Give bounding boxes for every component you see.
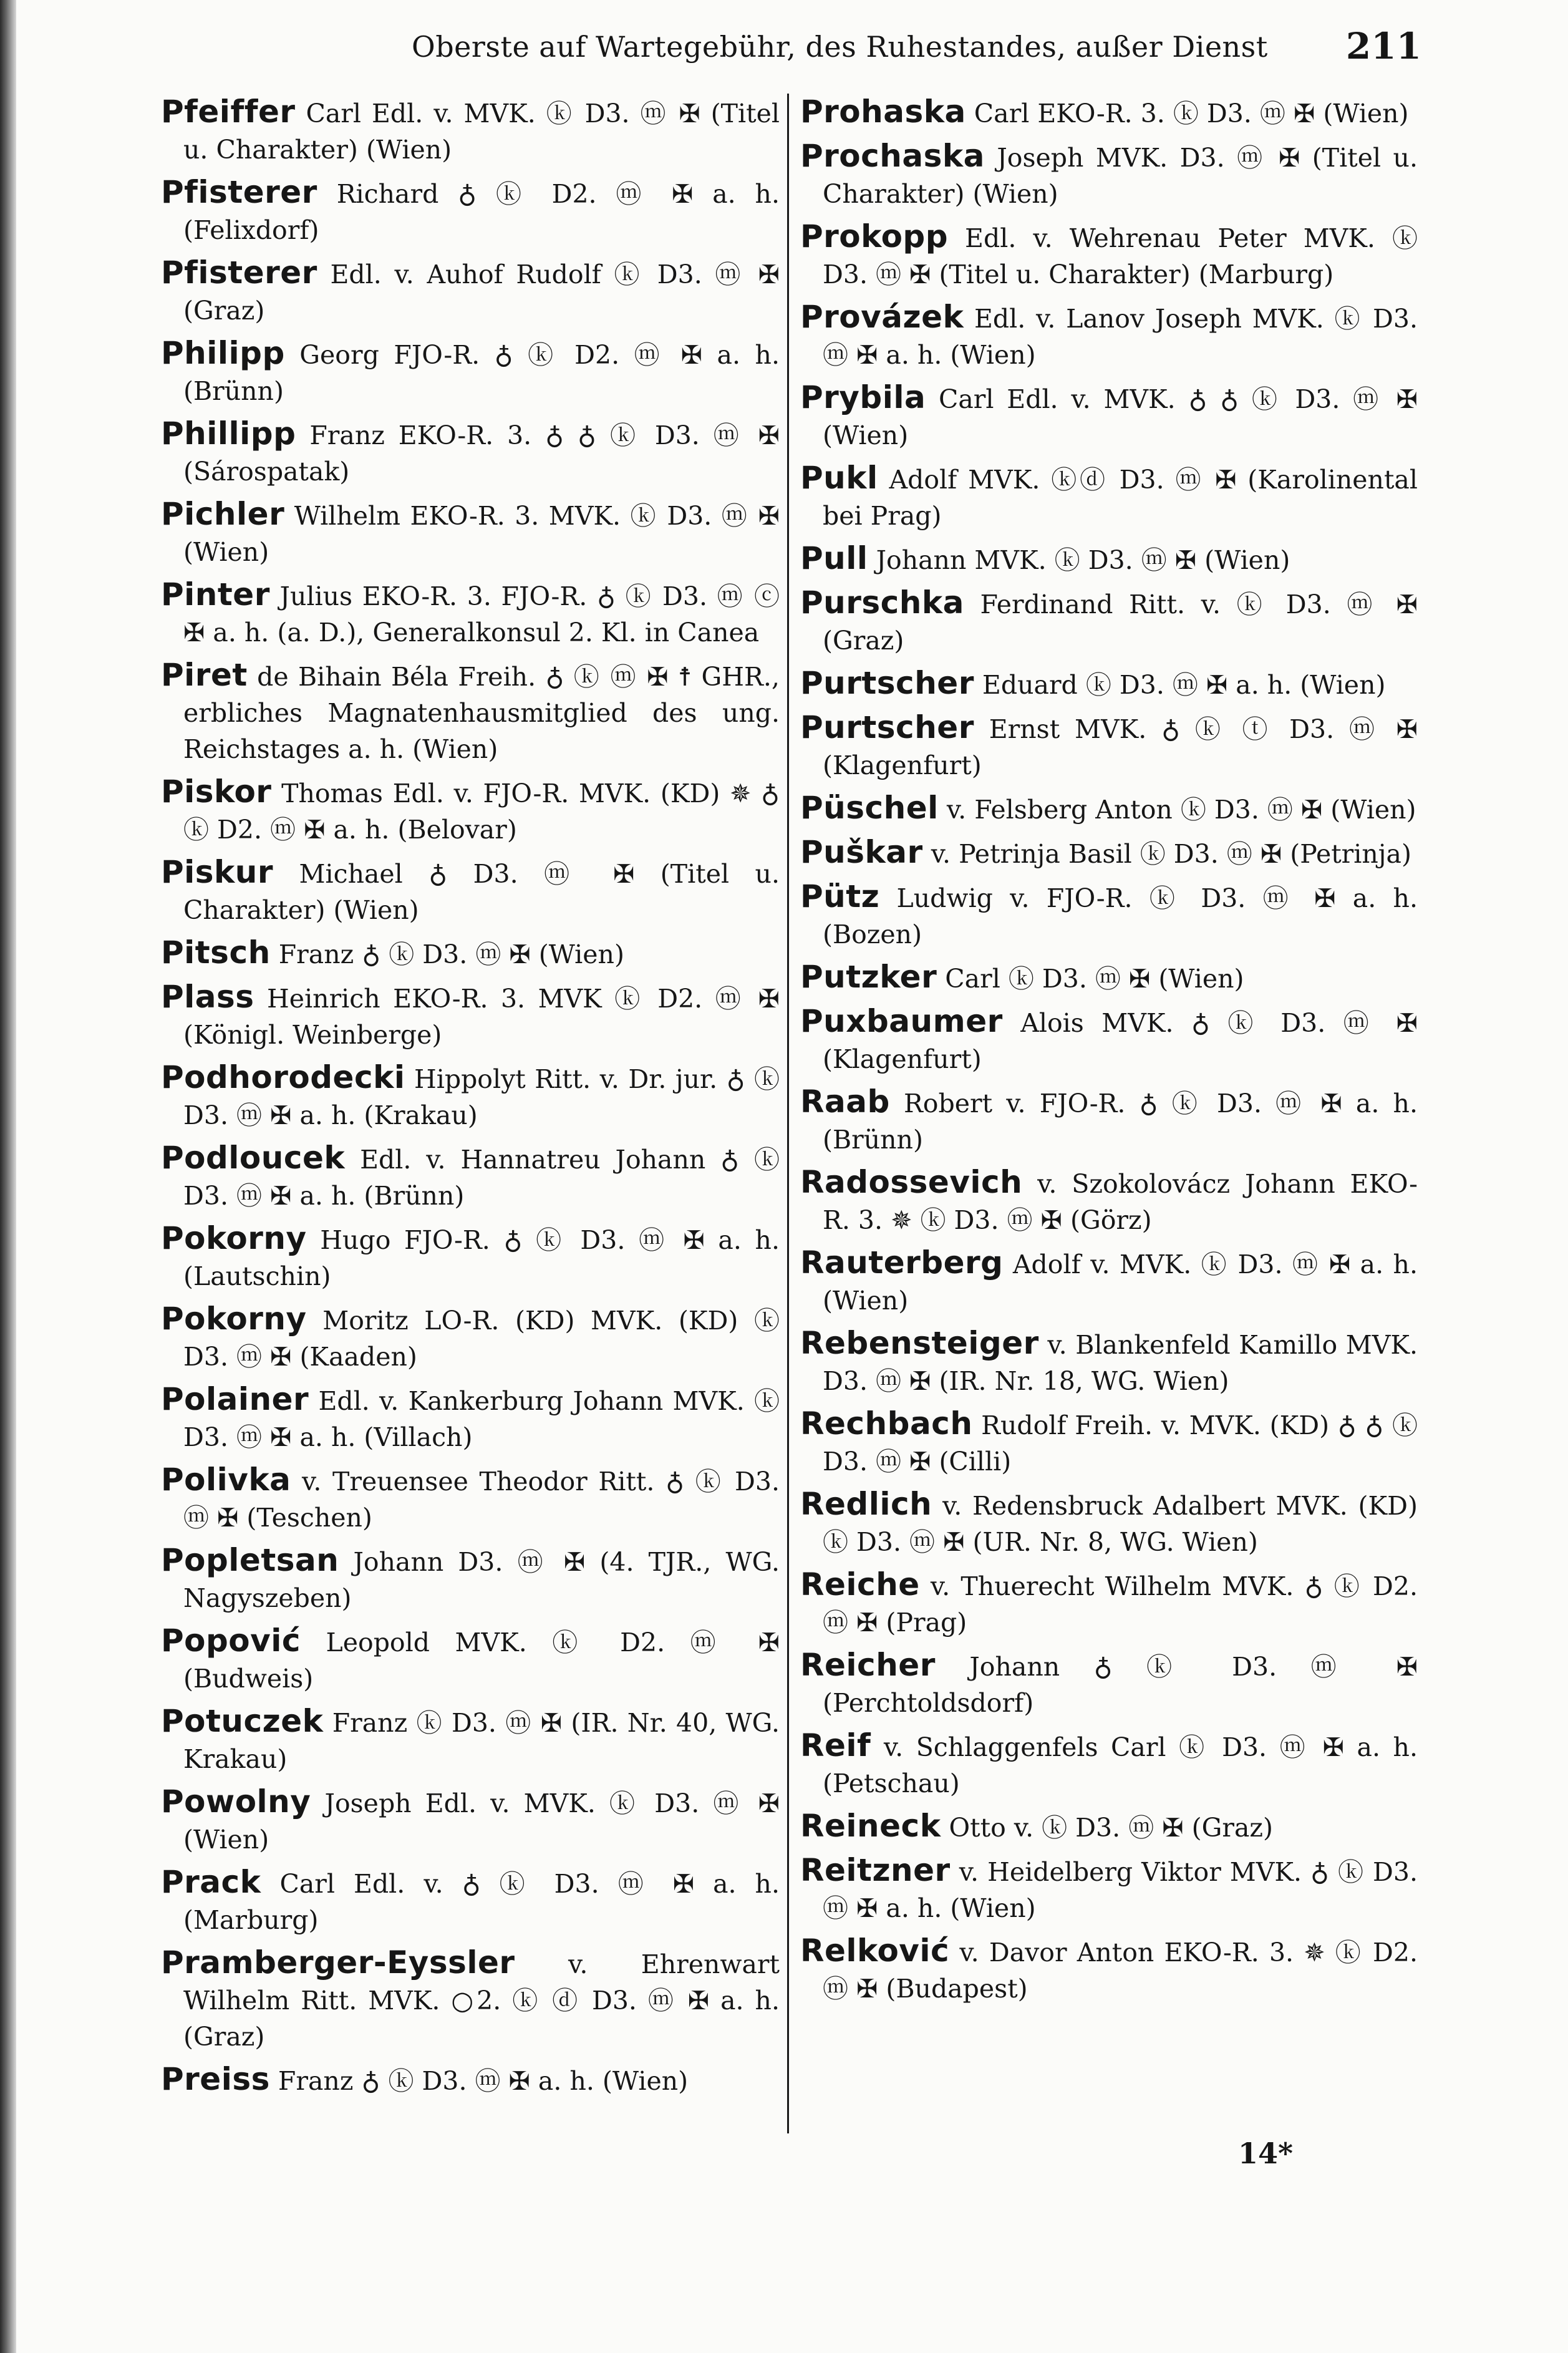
- directory-entry: [800, 959, 1418, 997]
- entry-surname: Piret: [161, 657, 248, 693]
- directory-entry: [161, 657, 780, 767]
- directory-entry: [161, 1944, 780, 2055]
- entry-surname: Popović: [161, 1623, 301, 1659]
- entry-details: Heinrich EKO-R. 3. MVK ⓚ D2. ⓜ ✠ (Königl. Weinberge): [183, 984, 780, 1050]
- entry-details: Edl. v. Hannatreu Johann ♁ ⓚ D3. ⓜ ✠ a. h. (Brünn): [183, 1145, 780, 1211]
- directory-entry: [161, 1140, 780, 1214]
- directory-entry: [161, 1381, 780, 1455]
- entry-surname: Preiss: [161, 2061, 270, 2097]
- entry-surname: Radossevich: [800, 1164, 1023, 1200]
- entry-details: v. Felsberg Anton ⓚ D3. ⓜ ✠ (Wien): [946, 795, 1416, 825]
- directory-entry: [800, 1647, 1418, 1721]
- entry-details: Adolf v. MVK. ⓚ D3. ⓜ ✠ a. h. (Wien): [823, 1249, 1418, 1316]
- directory-entry: [161, 979, 780, 1053]
- left-column: [161, 94, 780, 2121]
- entry-surname: Pfisterer: [161, 174, 317, 210]
- directory-entry: [161, 335, 780, 409]
- entry-details: Julius EKO-R. 3. FJO-R. ♁ ⓚ D3. ⓜ ⓒ ✠ a. h. (a. D.), Generalkonsul 2. Kl. in Canea: [183, 581, 780, 648]
- directory-entry: [161, 1220, 780, 1294]
- entry-surname: Puškar: [800, 834, 923, 870]
- directory-entry: [800, 94, 1418, 132]
- entry-details: Leopold MVK. ⓚ D2. ⓜ ✠ (Budweis): [183, 1628, 780, 1694]
- entry-details: Hippolyt Ritt. v. Dr. jur. ♁ ⓚ D3. ⓜ ✠ a. h. (Krakau): [183, 1064, 780, 1130]
- entry-surname: Prohaska: [800, 94, 966, 130]
- entry-surname: Pfisterer: [161, 255, 317, 291]
- entry-details: v. Redensbruck Adalbert MVK. (KD) ⓚ D3. ⓜ ✠ (UR. Nr. 8, WG. Wien): [823, 1491, 1418, 1557]
- right-column: [800, 94, 1418, 2121]
- entry-surname: Relković: [800, 1933, 950, 1969]
- entry-details: Carl EKO-R. 3. ⓚ D3. ⓜ ✠ (Wien): [974, 99, 1409, 129]
- directory-entry: [800, 1244, 1418, 1319]
- entry-details: Georg FJO-R. ♁ ⓚ D2. ⓜ ✠ a. h. (Brünn): [183, 340, 780, 406]
- entry-surname: Reicher: [800, 1647, 936, 1683]
- entry-surname: Podhorodecki: [161, 1059, 405, 1095]
- entry-details: v. Petrinja Basil ⓚ D3. ⓜ ✠ (Petrinja): [931, 839, 1411, 869]
- entry-surname: Rauterberg: [800, 1244, 1004, 1281]
- directory-entry: [161, 415, 780, 490]
- entry-details: v. Heidelberg Viktor MVK. ♁ ⓚ D3. ⓜ ✠ a. h. (Wien): [823, 1857, 1418, 1923]
- directory-entry: [800, 299, 1418, 373]
- directory-entry: [800, 1486, 1418, 1560]
- entry-details: v. Szokolovácz Johann EKO-R. 3. ✵ ⓚ D3. ⓜ ✠ (Görz): [823, 1169, 1418, 1235]
- entry-surname: Redlich: [800, 1486, 932, 1522]
- entry-details: Johann D3. ⓜ ✠ (4. TJR., WG. Nagyszeben): [183, 1547, 780, 1613]
- entry-details: v. Thuerecht Wilhelm MVK. ♁ ⓚ D2. ⓜ ✠ (Prag): [823, 1571, 1418, 1637]
- directory-entry: [161, 1783, 780, 1858]
- entry-surname: Purschka: [800, 585, 964, 621]
- entry-details: Hugo FJO-R. ♁ ⓚ D3. ⓜ ✠ a. h. (Lautschin): [183, 1225, 780, 1291]
- entry-surname: Putzker: [800, 959, 937, 995]
- entry-details: Edl. v. Wehrenau Peter MVK. ⓚ D3. ⓜ ✠ (Titel u. Charakter) (Marburg): [823, 223, 1418, 289]
- entry-surname: Polivka: [161, 1462, 291, 1498]
- entry-details: v. Ehrenwart Wilhelm Ritt. MVK. ○2. ⓚ ⓓ D3. ⓜ ✠ a. h. (Graz): [183, 1949, 780, 2052]
- entry-surname: Powolny: [161, 1783, 311, 1820]
- entry-details: Otto v. ⓚ D3. ⓜ ✠ (Graz): [949, 1813, 1274, 1843]
- directory-entry: [161, 94, 780, 168]
- entry-details: Moritz LO-R. (KD) MVK. (KD) ⓚ D3. ⓜ ✠ (Kaaden): [183, 1306, 780, 1372]
- entry-surname: Pichler: [161, 496, 285, 532]
- entry-surname: Potuczek: [161, 1703, 324, 1739]
- entry-details: Carl Edl. v. MVK. ♁ ♁ ⓚ D3. ⓜ ✠ (Wien): [823, 384, 1418, 450]
- page-number: 211: [1345, 25, 1421, 67]
- directory-entry: [161, 1301, 780, 1375]
- directory-entry: [800, 1003, 1418, 1077]
- entry-surname: Püschel: [800, 790, 939, 826]
- directory-entry: [800, 138, 1418, 212]
- entry-details: Robert v. FJO-R. ♁ ⓚ D3. ⓜ ✠ a. h. (Brünn): [823, 1089, 1418, 1155]
- entry-surname: Pokorny: [161, 1220, 307, 1256]
- entry-details: v. Schlaggenfels Carl ⓚ D3. ⓜ ✠ a. h. (Petschau): [823, 1732, 1418, 1798]
- entry-details: Edl. v. Kankerburg Johann MVK. ⓚ D3. ⓜ ✠ a. h. (Villach): [183, 1386, 780, 1452]
- entry-details: Eduard ⓚ D3. ⓜ ✠ a. h. (Wien): [982, 670, 1386, 700]
- entry-surname: Popletsan: [161, 1542, 339, 1578]
- entry-surname: Prokopp: [800, 218, 948, 255]
- entry-details: Ernst MVK. ♁ ⓚ ⓣ D3. ⓜ ✠ (Klagenfurt): [823, 714, 1418, 780]
- entry-surname: Pitsch: [161, 934, 271, 971]
- entry-surname: Pütz: [800, 878, 880, 915]
- entry-surname: Pramberger-Eyssler: [161, 1944, 515, 1981]
- entry-details: Carl Edl. v. ♁ ⓚ D3. ⓜ ✠ a. h. (Marburg): [183, 1869, 780, 1935]
- entry-details: Franz ♁ ⓚ D3. ⓜ ✠ (Wien): [278, 939, 624, 969]
- entry-surname: Reif: [800, 1727, 871, 1764]
- directory-entry: [800, 1727, 1418, 1802]
- column-divider: [787, 94, 789, 2133]
- directory-entry: [800, 379, 1418, 454]
- entry-details: v. Davor Anton EKO-R. 3. ✵ ⓚ D2. ⓜ ✠ (Budapest): [823, 1938, 1418, 2004]
- directory-entry: [800, 709, 1418, 784]
- entry-details: Wilhelm EKO-R. 3. MVK. ⓚ D3. ⓜ ✠ (Wien): [183, 501, 780, 567]
- directory-entry: [800, 1808, 1418, 1846]
- signature-mark: 14*: [1238, 2137, 1294, 2170]
- entry-surname: Purtscher: [800, 709, 974, 745]
- directory-entry: [161, 2061, 780, 2099]
- directory-entry: [161, 1703, 780, 1777]
- entry-surname: Rechbach: [800, 1405, 973, 1442]
- entry-details: Michael ♁ D3. ⓜ ✠ (Titel u. Charakter) (Wien): [183, 859, 780, 925]
- entry-surname: Plass: [161, 979, 254, 1015]
- directory-entry: [161, 1542, 780, 1616]
- entry-surname: Pull: [800, 540, 868, 576]
- directory-entry: [161, 854, 780, 928]
- directory-entry: [161, 1462, 780, 1536]
- entry-surname: Piskor: [161, 774, 272, 810]
- entry-surname: Pinter: [161, 576, 270, 613]
- entry-surname: Podloucek: [161, 1140, 346, 1176]
- entry-surname: Phillipp: [161, 415, 296, 452]
- entry-details: Edl. v. Auhof Rudolf ⓚ D3. ⓜ ✠ (Graz): [183, 260, 780, 326]
- directory-entry: [800, 665, 1418, 703]
- entry-details: v. Treuensee Theodor Ritt. ♁ ⓚ D3. ⓜ ✠ (Teschen): [183, 1467, 780, 1533]
- directory-entry: [800, 1325, 1418, 1399]
- entry-surname: Prybila: [800, 379, 926, 415]
- entry-details: Franz ⓚ D3. ⓜ ✠ (IR. Nr. 40, WG. Krakau): [183, 1708, 780, 1774]
- entry-surname: Provázek: [800, 299, 964, 335]
- entry-details: Rudolf Freih. v. MVK. (KD) ♁ ♁ ⓚ D3. ⓜ ✠ (Cilli): [823, 1410, 1418, 1477]
- entry-details: Joseph MVK. D3. ⓜ ✠ (Titel u. Charakter) (Wien): [823, 143, 1418, 209]
- directory-entry: [161, 1059, 780, 1133]
- entry-surname: Reitzner: [800, 1852, 951, 1888]
- entry-surname: Pfeiffer: [161, 94, 296, 130]
- directory-entry: [161, 1864, 780, 1938]
- entry-surname: Purtscher: [800, 665, 974, 701]
- entry-details: Carl ⓚ D3. ⓜ ✠ (Wien): [945, 964, 1244, 994]
- entry-surname: Prochaska: [800, 138, 985, 174]
- entry-surname: Reineck: [800, 1808, 941, 1844]
- entry-surname: Prack: [161, 1864, 261, 1900]
- entry-surname: Puxbaumer: [800, 1003, 1003, 1039]
- entry-details: v. Blankenfeld Kamillo MVK. D3. ⓜ ✠ (IR. Nr. 18, WG. Wien): [823, 1330, 1418, 1396]
- entry-surname: Reiche: [800, 1566, 920, 1603]
- directory-entry: [161, 1623, 780, 1697]
- directory-entry: [800, 1084, 1418, 1158]
- directory-entry: [161, 174, 780, 248]
- directory-entry: [800, 834, 1418, 872]
- entry-details: Johann ♁ ⓚ D3. ⓜ ✠ (Perchtoldsdorf): [823, 1652, 1418, 1718]
- book-binding-edge: [0, 0, 16, 2353]
- directory-entry: [161, 576, 780, 651]
- directory-entry: [800, 1852, 1418, 1926]
- directory-entry: [800, 790, 1418, 828]
- entry-details: Edl. v. Lanov Joseph MVK. ⓚ D3. ⓜ ✠ a. h. (Wien): [823, 304, 1418, 370]
- entry-details: Adolf MVK. ⓚⓓ D3. ⓜ ✠ (Karolinental bei Prag): [823, 465, 1418, 531]
- entry-details: de Bihain Béla Freih. ♁ ⓚ ⓜ ✠ ☨ GHR., erbliches Magnatenhausmitglied des ung. Reichstages a. h. (Wien): [183, 662, 780, 764]
- entry-details: Carl Edl. v. MVK. ⓚ D3. ⓜ ✠ (Titel u. Charakter) (Wien): [183, 99, 780, 165]
- entry-surname: Piskur: [161, 854, 274, 890]
- entry-details: Thomas Edl. v. FJO-R. MVK. (KD) ✵ ♁ ⓚ D2. ⓜ ✠ a. h. (Belovar): [183, 779, 780, 845]
- entry-details: Richard ♁ ⓚ D2. ⓜ ✠ a. h. (Felixdorf): [183, 179, 780, 245]
- directory-entry: [800, 460, 1418, 534]
- directory-entry: [161, 255, 780, 329]
- directory-entry: [800, 1566, 1418, 1641]
- entry-details: Joseph Edl. v. MVK. ⓚ D3. ⓜ ✠ (Wien): [183, 1788, 780, 1855]
- running-header: Oberste auf Wartegebühr, des Ruhestandes, außer Dienst: [412, 30, 1268, 64]
- directory-entry: [800, 540, 1418, 578]
- entry-surname: Raab: [800, 1084, 890, 1120]
- entry-surname: Polainer: [161, 1381, 309, 1417]
- directory-entry: [800, 1405, 1418, 1480]
- directory-entry: [800, 585, 1418, 659]
- directory-entry: [161, 934, 780, 973]
- directory-entry: [800, 218, 1418, 293]
- entry-surname: Pukl: [800, 460, 878, 496]
- entry-surname: Philipp: [161, 335, 285, 371]
- directory-entry: [800, 878, 1418, 953]
- directory-entry: [800, 1933, 1418, 2007]
- directory-entry: [800, 1164, 1418, 1238]
- entry-details: Alois MVK. ♁ ⓚ D3. ⓜ ✠ (Klagenfurt): [823, 1008, 1418, 1074]
- entry-details: Ferdinand Ritt. v. ⓚ D3. ⓜ ✠ (Graz): [823, 589, 1418, 656]
- directory-entry: [161, 496, 780, 570]
- entry-details: Ludwig v. FJO-R. ⓚ D3. ⓜ ✠ a. h. (Bozen): [823, 883, 1418, 949]
- directory-entry: [161, 774, 780, 848]
- entry-details: Franz EKO-R. 3. ♁ ♁ ⓚ D3. ⓜ ✠ (Sárospatak): [183, 420, 780, 487]
- entry-surname: Rebensteiger: [800, 1325, 1039, 1361]
- entry-details: Franz ♁ ⓚ D3. ⓜ ✠ a. h. (Wien): [278, 2066, 689, 2096]
- entry-details: Johann MVK. ⓚ D3. ⓜ ✠ (Wien): [876, 545, 1290, 575]
- entry-surname: Pokorny: [161, 1301, 307, 1337]
